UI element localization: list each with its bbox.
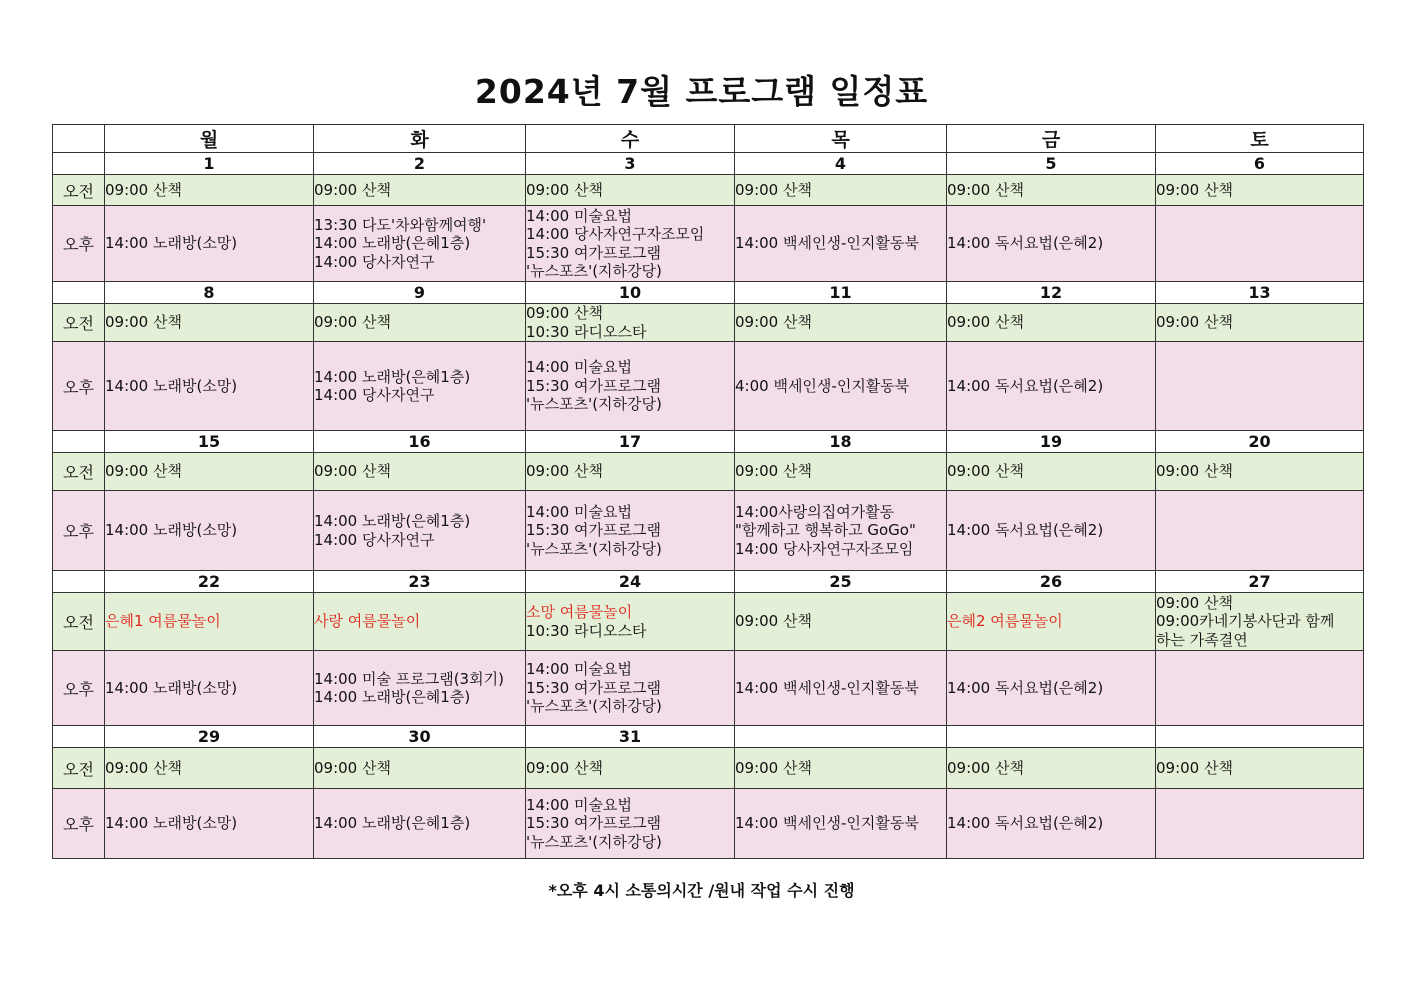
- schedule-entry: 09:00 산책: [314, 462, 391, 481]
- pm-schedule-cell: [526, 651, 735, 726]
- date-row: [53, 726, 1364, 748]
- schedule-entry: 09:00 산책: [1156, 180, 1233, 199]
- schedule-entry: 09:00 산책: [314, 180, 391, 199]
- am-row: [53, 453, 1364, 491]
- schedule-entry: 15:30 여가프로그램: [526, 678, 661, 697]
- am-schedule-cell: [105, 453, 314, 491]
- weekday-header: 월: [105, 125, 314, 153]
- am-schedule-cell: [1156, 175, 1364, 206]
- schedule-entry: '뉴스포츠'(지하강당): [526, 395, 662, 414]
- pm-schedule-cell: [314, 651, 526, 726]
- date-number: 10: [526, 282, 735, 304]
- date-row-blank: [53, 282, 105, 304]
- am-schedule-cell: [105, 175, 314, 206]
- schedule-entry: 09:00 산책: [314, 313, 391, 332]
- schedule-entry: 09:00 산책: [947, 313, 1024, 332]
- am-period-label: 오전: [53, 453, 105, 491]
- pm-schedule-cell: [947, 206, 1156, 282]
- schedule-entry: 15:30 여가프로그램: [526, 376, 661, 395]
- am-schedule-cell: [314, 748, 526, 789]
- date-number: 22: [105, 571, 314, 593]
- weekday-header: 수: [526, 125, 735, 153]
- schedule-entry: 14:00사랑의집여가활동: [735, 502, 895, 521]
- weekday-header: 목: [735, 125, 947, 153]
- schedule-entry: "함께하고 행복하고 GoGo": [735, 521, 916, 540]
- schedule-entry: 14:00 노래방(은혜1층): [314, 688, 471, 706]
- pm-schedule-cell: [105, 789, 314, 859]
- schedule-entry: 사랑 여름물놀이: [314, 612, 421, 631]
- am-schedule-cell: [947, 304, 1156, 342]
- am-row: [53, 748, 1364, 789]
- date-number: 1: [105, 153, 314, 175]
- pm-schedule-cell: [1156, 491, 1364, 571]
- schedule-entry: 14:00 백세인생-인지활동북: [735, 678, 919, 697]
- schedule-entry: 09:00 산책: [105, 758, 182, 777]
- am-schedule-cell: [314, 304, 526, 342]
- pm-schedule-cell: [1156, 651, 1364, 726]
- schedule-entry: 14:00 당사자연구자조모임: [526, 225, 705, 243]
- schedule-entry: 14:00 미술요법: [526, 358, 632, 377]
- schedule-entry: 09:00 산책: [526, 462, 603, 481]
- schedule-entry: 14:00 백세인생-인지활동북: [735, 234, 919, 253]
- am-row: [53, 304, 1364, 342]
- date-row-blank: [53, 571, 105, 593]
- date-row: [53, 431, 1364, 453]
- schedule-entry: 10:30 라디오스타: [526, 621, 647, 640]
- corner-cell: [53, 125, 105, 153]
- schedule-entry: 09:00 산책: [735, 180, 812, 199]
- schedule-entry: 14:00 독서요법(은혜2): [947, 234, 1104, 253]
- pm-row: [53, 206, 1364, 282]
- am-schedule-cell: [526, 593, 735, 651]
- schedule-entry: 09:00 산책: [947, 462, 1024, 481]
- pm-schedule-cell: [1156, 342, 1364, 431]
- date-number: [947, 726, 1156, 748]
- pm-schedule-cell: [526, 491, 735, 571]
- date-number: 16: [314, 431, 526, 453]
- date-number: 8: [105, 282, 314, 304]
- schedule-entry: 15:30 여가프로그램: [526, 814, 661, 833]
- date-number: 24: [526, 571, 735, 593]
- date-row-blank: [53, 726, 105, 748]
- date-number: 26: [947, 571, 1156, 593]
- am-schedule-cell: [105, 593, 314, 651]
- schedule-entry: 09:00 산책: [526, 304, 603, 322]
- schedule-entry: 14:00 노래방(은혜1층): [314, 234, 471, 253]
- date-number: 25: [735, 571, 947, 593]
- am-schedule-cell: [1156, 304, 1364, 342]
- schedule-entry: 14:00 당사자연구자조모임: [735, 539, 914, 558]
- pm-schedule-cell: [105, 491, 314, 571]
- pm-schedule-cell: [526, 789, 735, 859]
- pm-schedule-cell: [314, 789, 526, 859]
- pm-schedule-cell: [105, 651, 314, 726]
- am-schedule-cell: [314, 593, 526, 651]
- pm-schedule-cell: [314, 491, 526, 571]
- schedule-entry: 09:00 산책: [735, 462, 812, 481]
- schedule-entry: 14:00 노래방(소망): [105, 678, 238, 697]
- date-row: [53, 153, 1364, 175]
- schedule-table: [52, 124, 1364, 859]
- pm-period-label: 오후: [53, 491, 105, 571]
- pm-row: [53, 789, 1364, 859]
- schedule-entry: 14:00 당사자연구: [314, 252, 435, 271]
- am-period-label: 오전: [53, 304, 105, 342]
- am-schedule-cell: [1156, 748, 1364, 789]
- schedule-entry: 14:00 노래방(소망): [105, 814, 238, 833]
- date-row: [53, 571, 1364, 593]
- schedule-entry: '뉴스포츠'(지하강당): [526, 539, 662, 558]
- pm-row: [53, 342, 1364, 431]
- schedule-entry: 09:00카네기봉사단과 함께: [1156, 612, 1335, 631]
- am-schedule-cell: [526, 175, 735, 206]
- date-row-blank: [53, 153, 105, 175]
- pm-schedule-cell: [1156, 206, 1364, 282]
- schedule-entry: 09:00 산책: [526, 180, 603, 199]
- am-period-label: 오전: [53, 175, 105, 206]
- pm-schedule-cell: [314, 206, 526, 282]
- pm-row: [53, 491, 1364, 571]
- schedule-entry: 09:00 산책: [947, 758, 1024, 777]
- schedule-entry: 14:00 노래방(은혜1층): [314, 367, 471, 386]
- schedule-entry: 14:00 독서요법(은혜2): [947, 678, 1104, 697]
- pm-schedule-cell: [947, 651, 1156, 726]
- am-schedule-cell: [947, 748, 1156, 789]
- pm-schedule-cell: [735, 342, 947, 431]
- pm-schedule-cell: [1156, 789, 1364, 859]
- date-number: 15: [105, 431, 314, 453]
- schedule-entry: 14:00 노래방(소망): [105, 234, 238, 253]
- schedule-entry: 은혜2 여름물놀이: [947, 612, 1063, 631]
- schedule-entry: 14:00 노래방(은혜1층): [314, 512, 471, 530]
- date-number: 23: [314, 571, 526, 593]
- schedule-entry: 14:00 미술요법: [526, 795, 632, 814]
- date-number: 17: [526, 431, 735, 453]
- am-period-label: 오전: [53, 593, 105, 651]
- schedule-entry: 15:30 여가프로그램: [526, 243, 661, 262]
- am-schedule-cell: [735, 748, 947, 789]
- pm-row: [53, 651, 1364, 726]
- date-number: 19: [947, 431, 1156, 453]
- schedule-entry: 09:00 산책: [735, 612, 812, 631]
- date-number: 2: [314, 153, 526, 175]
- pm-schedule-cell: [526, 342, 735, 431]
- schedule-entry: 09:00 산책: [1156, 758, 1233, 777]
- schedule-entry: 09:00 산책: [314, 758, 391, 777]
- schedule-entry: 하는 가족결연: [1156, 630, 1248, 649]
- schedule-entry: 09:00 산책: [105, 462, 182, 481]
- weekday-header: 토: [1156, 125, 1364, 153]
- schedule-entry: 09:00 산책: [1156, 313, 1233, 332]
- date-number: 9: [314, 282, 526, 304]
- weekday-header: 금: [947, 125, 1156, 153]
- schedule-entry: 09:00 산책: [735, 313, 812, 332]
- schedule-entry: 14:00 노래방(은혜1층): [314, 814, 471, 833]
- schedule-entry: 14:00 노래방(소망): [105, 521, 238, 540]
- schedule-entry: 09:00 산책: [105, 313, 182, 332]
- pm-schedule-cell: [735, 789, 947, 859]
- schedule-entry: 09:00 산책: [526, 758, 603, 777]
- schedule-entry: 09:00 산책: [1156, 593, 1233, 612]
- am-schedule-cell: [735, 175, 947, 206]
- schedule-entry: 4:00 백세인생-인지활동북: [735, 376, 910, 395]
- pm-period-label: 오후: [53, 342, 105, 431]
- schedule-entry: 14:00 미술요법: [526, 502, 632, 521]
- date-number: 13: [1156, 282, 1364, 304]
- pm-schedule-cell: [105, 342, 314, 431]
- date-number: [1156, 726, 1364, 748]
- schedule-entry: 14:00 독서요법(은혜2): [947, 521, 1104, 540]
- schedule-body: [53, 153, 1364, 859]
- date-row: [53, 282, 1364, 304]
- schedule-entry: 은혜1 여름물놀이: [105, 612, 221, 631]
- schedule-entry: 09:00 산책: [105, 180, 182, 199]
- am-schedule-cell: [526, 453, 735, 491]
- schedule-entry: 14:00 독서요법(은혜2): [947, 376, 1104, 395]
- weekday-header-row: [53, 125, 1364, 153]
- am-schedule-cell: [947, 453, 1156, 491]
- schedule-entry: 14:00 백세인생-인지활동북: [735, 814, 919, 833]
- date-number: [735, 726, 947, 748]
- schedule-entry: 09:00 산책: [947, 180, 1024, 199]
- am-schedule-cell: [314, 175, 526, 206]
- date-number: 27: [1156, 571, 1364, 593]
- schedule-entry: 14:00 미술 프로그램(3회기): [314, 669, 504, 688]
- schedule-entry: 소망 여름물놀이: [526, 603, 633, 621]
- am-schedule-cell: [1156, 593, 1364, 651]
- pm-schedule-cell: [947, 491, 1156, 571]
- am-period-label: 오전: [53, 748, 105, 789]
- date-number: 31: [526, 726, 735, 748]
- schedule-entry: 10:30 라디오스타: [526, 322, 647, 341]
- pm-schedule-cell: [735, 206, 947, 282]
- pm-schedule-cell: [947, 789, 1156, 859]
- date-number: 30: [314, 726, 526, 748]
- am-row: [53, 593, 1364, 651]
- schedule-entry: '뉴스포츠'(지하강당): [526, 832, 662, 851]
- date-number: 18: [735, 431, 947, 453]
- am-schedule-cell: [105, 304, 314, 342]
- schedule-entry: 14:00 당사자연구: [314, 386, 435, 404]
- pm-schedule-cell: [735, 491, 947, 571]
- schedule-entry: '뉴스포츠'(지하강당): [526, 697, 662, 716]
- schedule-entry: 14:00 미술요법: [526, 206, 632, 225]
- pm-period-label: 오후: [53, 651, 105, 726]
- am-schedule-cell: [947, 175, 1156, 206]
- weekday-header: 화: [314, 125, 526, 153]
- schedule-entry: 09:00 산책: [735, 758, 812, 777]
- am-schedule-cell: [735, 593, 947, 651]
- pm-period-label: 오후: [53, 206, 105, 282]
- date-number: 12: [947, 282, 1156, 304]
- schedule-entry: 14:00 당사자연구: [314, 530, 435, 549]
- schedule-entry: 14:00 미술요법: [526, 660, 632, 679]
- date-number: 5: [947, 153, 1156, 175]
- date-number: 29: [105, 726, 314, 748]
- date-number: 11: [735, 282, 947, 304]
- pm-schedule-cell: [314, 342, 526, 431]
- am-row: [53, 175, 1364, 206]
- schedule-entry: 14:00 노래방(소망): [105, 376, 238, 395]
- pm-schedule-cell: [526, 206, 735, 282]
- date-number: 20: [1156, 431, 1364, 453]
- date-number: 3: [526, 153, 735, 175]
- date-row-blank: [53, 431, 105, 453]
- schedule-entry: 09:00 산책: [1156, 462, 1233, 481]
- am-schedule-cell: [947, 593, 1156, 651]
- am-schedule-cell: [735, 453, 947, 491]
- pm-schedule-cell: [735, 651, 947, 726]
- am-schedule-cell: [526, 748, 735, 789]
- page-title: 2024년 7월 프로그램 일정표: [474, 72, 929, 111]
- schedule-entry: 13:30 다도'차와함께여행': [314, 215, 487, 234]
- am-schedule-cell: [314, 453, 526, 491]
- am-schedule-cell: [735, 304, 947, 342]
- date-number: 6: [1156, 153, 1364, 175]
- date-number: 4: [735, 153, 947, 175]
- am-schedule-cell: [526, 304, 735, 342]
- schedule-entry: 15:30 여가프로그램: [526, 521, 661, 540]
- pm-period-label: 오후: [53, 789, 105, 859]
- schedule-entry: '뉴스포츠'(지하강당): [526, 262, 662, 280]
- pm-schedule-cell: [947, 342, 1156, 431]
- footnote: *오후 4시 소통의시간 /원내 작업 수시 진행: [548, 881, 855, 900]
- am-schedule-cell: [105, 748, 314, 789]
- schedule-entry: 14:00 독서요법(은혜2): [947, 814, 1104, 833]
- pm-schedule-cell: [105, 206, 314, 282]
- am-schedule-cell: [1156, 453, 1364, 491]
